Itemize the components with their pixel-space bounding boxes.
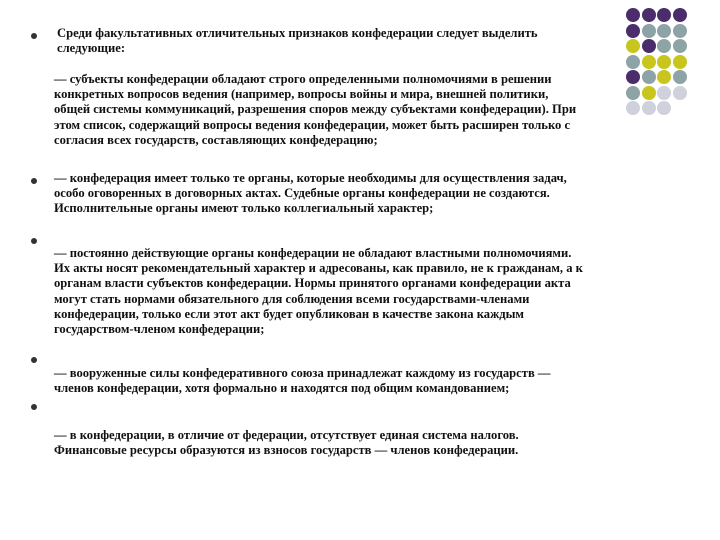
decor-dot xyxy=(657,55,671,69)
list-item-organs: — конфедерация имеет только те органы, которые необходимы для осуществления задач, особо оговоренных в договорных актах. Судебные органы конфедерации не создаются. Исполнительные органы имеют только коллегиальный характер; xyxy=(54,171,567,216)
bullet-icon xyxy=(31,178,37,184)
bullet-icon xyxy=(31,33,37,39)
decor-dot xyxy=(626,55,640,69)
list-item-powers: — субъекты конфедерации обладают строго определенными полномочиями в решении конкретных вопросов ведения (например, вопросы войны и мира, внешней политики, общей системы коммуникаций, разрешения споров между субъектами конфедерации). При этом список, содержащий вопросы ведения конфедерации, может быть расширен только с согласия всех государств, составляющих конфедерацию; xyxy=(54,72,577,147)
decor-dot xyxy=(642,55,656,69)
decor-dot xyxy=(673,86,687,100)
decor-dot xyxy=(626,8,640,22)
bullet-icon xyxy=(31,357,37,363)
list-item-permanent-organs: — постоянно действующие органы конфедерации не обладают властными полномочиями. Их акты носят рекомендательный характер и адресованы, как правило, не к гражданам, а к органам власти субъектов конфедерации. Нормы принятого органами конфедерации акта могут стать нормами обязательного для соблюдения всеми государствами-членами конфедерации, только если этот акт будет опубликован в качестве закона каждым государством-членом конфедерации; xyxy=(54,246,583,337)
intro-paragraph: Среди факультативных отличительных признаков конфедерации следует выделить следующие: xyxy=(57,26,538,56)
list-item-armed-forces: — вооруженные силы конфедеративного союза принадлежат каждому из государств — членов конфедерации, хотя формально и находятся под общим командованием; xyxy=(54,366,551,396)
bullet-icon xyxy=(31,238,37,244)
decor-dot xyxy=(673,8,687,22)
decor-dot xyxy=(657,8,671,22)
decor-dot xyxy=(673,55,687,69)
bullet-icon xyxy=(31,404,37,410)
decor-dot xyxy=(673,70,687,84)
list-item-taxes: — в конфедерации, в отличие от федерации, отсутствует единая система налогов. Финансовые ресурсы образуются из взносов государств — членов конфедерации. xyxy=(54,428,519,458)
decor-dot xyxy=(642,8,656,22)
